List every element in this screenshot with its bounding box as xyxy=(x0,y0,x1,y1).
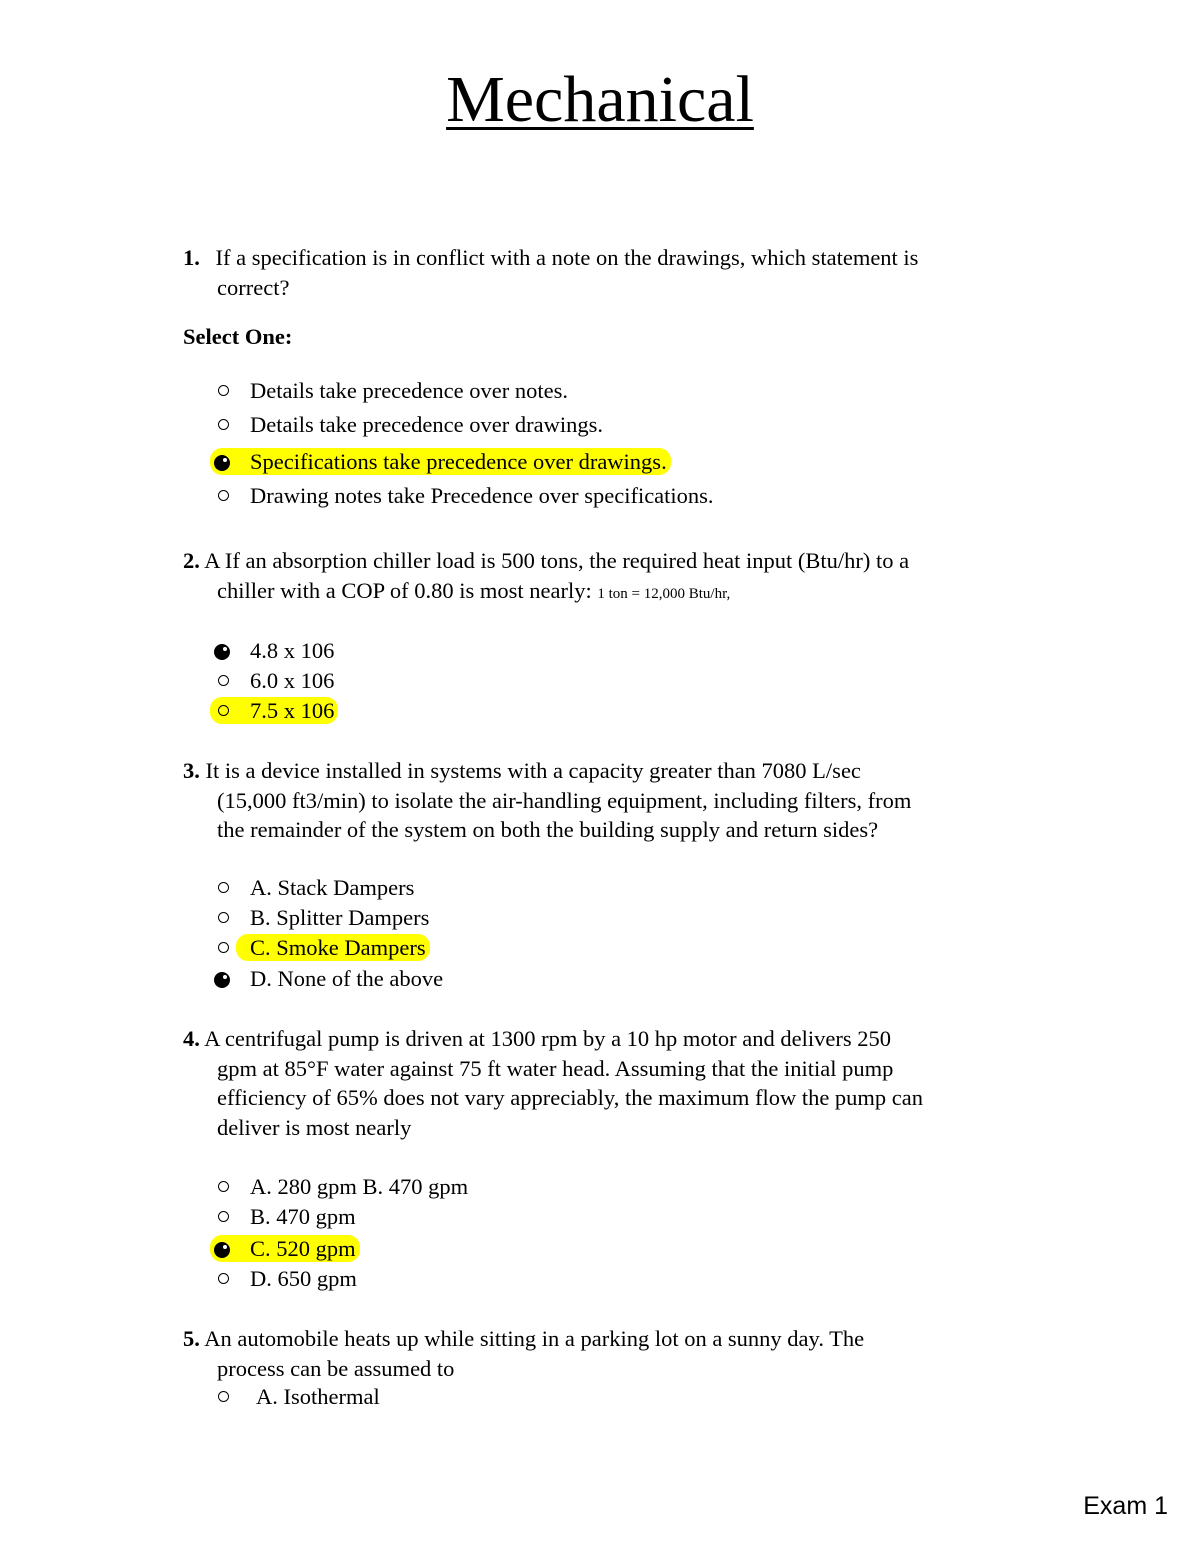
radio-empty-icon[interactable] xyxy=(214,873,250,903)
answer-option[interactable] xyxy=(214,447,671,477)
question-number: 2. xyxy=(183,548,200,573)
page-title: Mechanical xyxy=(446,63,754,136)
answer-option[interactable] xyxy=(214,376,568,406)
option-text: A. Stack Dampers xyxy=(250,875,415,900)
answer-option[interactable] xyxy=(214,933,430,963)
question-number: 1. xyxy=(183,245,200,270)
option-text: Details take precedence over drawings. xyxy=(250,412,603,437)
radio-empty-icon[interactable] xyxy=(214,696,250,726)
question-text: correct? xyxy=(217,274,290,300)
question-text: A centrifugal pump is driven at 1300 rpm by a 10 hp motor and delivers 250 xyxy=(204,1026,892,1051)
answer-option[interactable] xyxy=(214,1264,357,1294)
option-text: C. Smoke Dampers xyxy=(250,935,426,960)
radio-empty-icon[interactable] xyxy=(214,903,250,933)
question-4 xyxy=(183,1024,1013,1142)
radio-empty-icon[interactable] xyxy=(214,1382,256,1412)
radio-filled-icon[interactable] xyxy=(214,636,250,666)
radio-empty-icon[interactable] xyxy=(214,376,250,406)
question-text: deliver is most nearly xyxy=(217,1114,412,1140)
answer-option[interactable] xyxy=(214,903,429,933)
highlight xyxy=(210,448,671,475)
question-text: A If an absorption chiller load is 500 tons, the required heat input (Btu/hr) to a xyxy=(204,548,910,573)
question-text: efficiency of 65% does not vary appreciably, the maximum flow the pump can xyxy=(217,1085,924,1110)
answer-option[interactable] xyxy=(214,636,334,666)
radio-empty-icon[interactable] xyxy=(214,1172,250,1202)
question-2 xyxy=(183,546,1013,609)
exam-footer: Exam 1 xyxy=(1083,1492,1168,1520)
option-text: Specifications take precedence over drawings. xyxy=(250,449,667,474)
question-1 xyxy=(183,243,1013,302)
highlight xyxy=(236,934,430,961)
question-number: 4. xyxy=(183,1026,200,1051)
radio-empty-icon[interactable] xyxy=(214,1202,250,1232)
radio-empty-icon[interactable] xyxy=(214,1264,250,1294)
question-5 xyxy=(183,1324,1013,1383)
answer-option[interactable] xyxy=(214,1202,356,1232)
question-text: gpm at 85°F water against 75 ft water head. Assuming that the initial pump xyxy=(217,1055,894,1081)
question-number: 3. xyxy=(183,758,200,783)
option-text: D. 650 gpm xyxy=(250,1266,357,1291)
radio-empty-icon[interactable] xyxy=(214,666,250,696)
answer-option[interactable] xyxy=(214,666,334,696)
highlight xyxy=(210,1235,360,1262)
select-one-label: Select One: xyxy=(183,324,293,349)
radio-filled-icon[interactable] xyxy=(214,964,250,994)
option-text: B. Splitter Dampers xyxy=(250,905,430,930)
answer-option[interactable] xyxy=(214,410,603,440)
question-text: the remainder of the system on both the building supply and return sides? xyxy=(217,817,879,842)
option-text: Details take precedence over notes. xyxy=(250,378,568,403)
radio-empty-icon[interactable] xyxy=(214,481,250,511)
option-text: 4.8 x 106 xyxy=(250,638,335,663)
conversion-note: 1 ton = 12,000 Btu/hr, xyxy=(597,585,731,602)
answer-option[interactable] xyxy=(214,1172,468,1202)
question-number: 5. xyxy=(183,1326,200,1351)
radio-empty-icon[interactable] xyxy=(214,410,250,440)
question-text: It is a device installed in systems with a capacity greater than 7080 L/sec xyxy=(205,758,861,783)
option-text: C. 520 gpm xyxy=(250,1236,356,1261)
option-text: B. 470 gpm xyxy=(250,1204,356,1229)
answer-option[interactable] xyxy=(214,1234,360,1264)
question-3 xyxy=(183,756,1013,845)
option-text: D. None of the above xyxy=(250,966,444,991)
option-text: A. Isothermal xyxy=(256,1384,380,1409)
question-text: An automobile heats up while sitting in a parking lot on a sunny day. The xyxy=(204,1326,865,1351)
answer-option[interactable] xyxy=(214,873,414,903)
radio-filled-icon[interactable] xyxy=(214,1234,250,1264)
option-text: A. 280 gpm B. 470 gpm xyxy=(250,1174,469,1199)
answer-option[interactable] xyxy=(214,964,443,994)
highlight xyxy=(210,697,338,724)
question-text: If a specification is in conflict with a note on the drawings, which statement is xyxy=(215,245,919,270)
question-text: (15,000 ft3/min) to isolate the air-handling equipment, including filters, from xyxy=(217,787,912,813)
radio-filled-icon[interactable] xyxy=(214,447,250,477)
question-text: process can be assumed to xyxy=(217,1355,455,1381)
answer-option[interactable] xyxy=(214,696,338,726)
option-text: 6.0 x 106 xyxy=(250,668,335,693)
answer-option[interactable] xyxy=(214,1382,380,1412)
question-text: chiller with a COP of 0.80 is most nearly: xyxy=(217,577,592,603)
option-text: 7.5 x 106 xyxy=(250,698,335,723)
answer-option[interactable] xyxy=(214,481,714,511)
option-text: Drawing notes take Precedence over specifications. xyxy=(250,483,714,508)
